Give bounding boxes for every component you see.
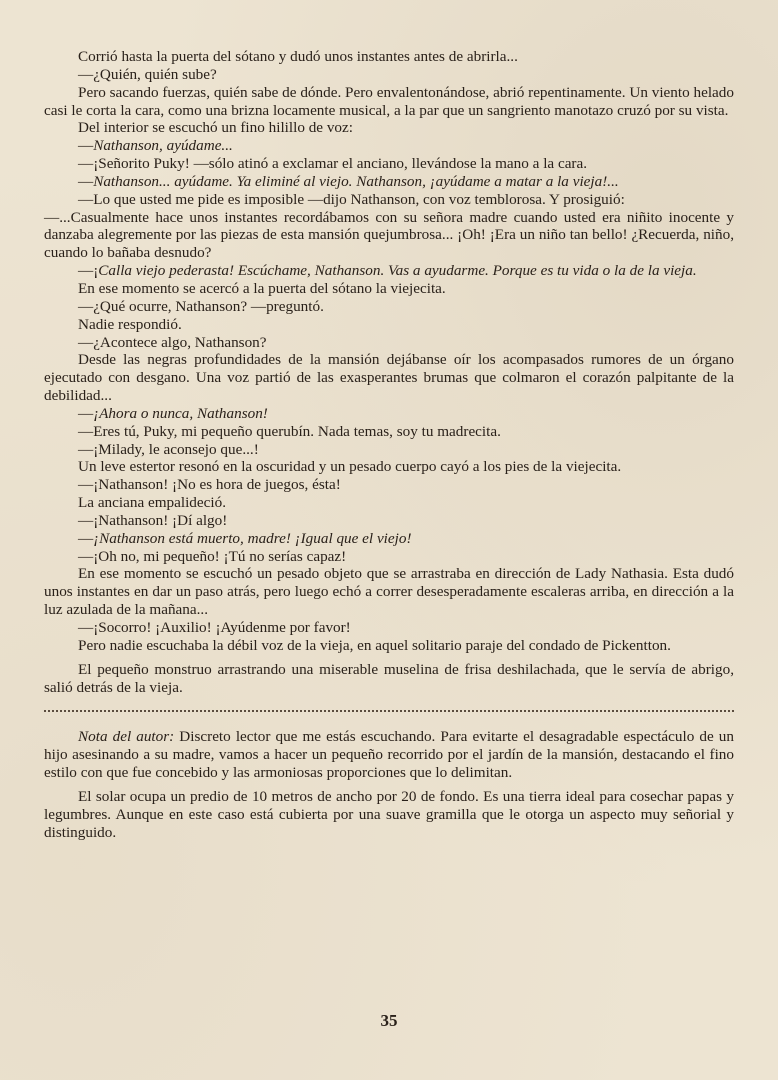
paragraph [44,661,734,697]
text-run: —¿Qué ocurre, Nathanson? —preguntó. [78,297,324,315]
text-run: Pero sacando fuerzas, quién sabe de dónde. Pero envalentonándose, abrió repentinamente. Un viento helado casi le corta la cara, como una brizna locamente musical, a la par que un sangriento manotazo cruzó por su vista. [44,83,734,119]
text-run: — [78,404,94,422]
page-number: 35 [380,1011,398,1030]
paragraph [44,565,734,619]
text-run: Un leve estertor resonó en la oscuridad y un pesado cuerpo cayó a los pies de la viejecita. [78,458,622,476]
paragraph [44,137,734,155]
paragraph [44,191,734,209]
paragraph [44,494,734,512]
story-text [44,48,734,696]
paragraph [44,209,734,263]
text-run: Corrió hasta la puerta del sótano y dudó unos instantes antes de abrirla... [78,48,518,65]
paragraph [44,262,734,280]
italic-text: Nathanson... ayúdame. Ya eliminé al viejo. Nathanson, ¡ayúdame a matar a la vieja!... [93,172,619,190]
text-run: El solar ocupa un predio de 10 metros de ancho por 20 de fondo. Es una tierra ideal para cosechar papas y legumbres. Aunque en este caso está cubierta por una suave gramilla que le otorga un aspecto muy señorial y distinguido. [44,787,734,841]
text-run: —¡Oh no, mi pequeño! ¡Tú no serías capaz! [78,547,347,565]
paragraph [44,173,734,191]
text-run: —...Casualmente hace unos instantes recordábamos con su señora madre cuando usted era niñito inocente y danzaba alegremente por las piezas de esta mansión quejumbrosa... ¡Oh! ¡Era un niño tan bello! ¿Recuerda, niño, cuando lo bañaba desnudo? [44,208,734,262]
text-run: La anciana empalideció. [78,494,226,512]
italic-text: Nathanson, ayúdame... [93,137,233,155]
text-run: —¡Milady, le aconsejo que...! [78,440,259,458]
text-run: —¡Nathanson! ¡No es hora de juegos, ésta! [78,476,341,494]
paragraph [44,637,734,655]
text-run: — [78,172,94,190]
text-run: —¡Señorito Puky! —sólo atinó a exclamar el anciano, llevándose la mano a la cara. [78,155,588,173]
text-run: —¡ [78,262,99,280]
paragraph [44,405,734,423]
paragraph [44,728,734,782]
text-run: — [78,529,94,547]
text-run: En ese momento se escuchó un pesado objeto que se arrastraba en dirección de Lady Nathasia. Esta dudó unos instantes en dar un paso atrás, pero luego echó a correr desesperadamente escaleras arriba, en dirección a la luz azulada de la mañana... [44,565,734,619]
paragraph [44,351,734,405]
text-run: Del interior se escuchó un fino hilillo de voz: [78,119,353,137]
paragraph [44,476,734,494]
paragraph [44,280,734,298]
text-run: —Eres tú, Puky, mi pequeño querubín. Nada temas, soy tu madrecita. [78,422,501,440]
text-run: En ese momento se acercó a la puerta del sótano la viejecita. [78,279,446,297]
italic-text: Calla viejo pederasta! Escúchame, Nathanson. Vas a ayudarme. Porque es tu vida o la de la vieja. [98,262,697,280]
text-run: Pero nadie escuchaba la débil voz de la vieja, en aquel solitario paraje del condado de Pickentton. [78,636,671,654]
paragraph [44,119,734,137]
text-run: —¿Quién, quién sube? [78,65,217,83]
text-run: —¡Nathanson! ¡Dí algo! [78,511,228,529]
text-run: —¡Socorro! ¡Auxilio! ¡Ayúdenme por favor! [78,619,351,636]
paragraph [44,48,734,66]
paragraph [44,155,734,173]
italic-text: ¡Nathanson está muerto, madre! ¡Igual que el viejo! [93,529,412,547]
paragraph [44,298,734,316]
text-run: Desde las negras profundidades de la mansión dejábanse oír los acompasados rumores de un órgano ejecutado con desgano. Una voz partió de las exasperantes brumas que colmaron el corazón palpitante de la debilidad... [44,351,734,405]
paragraph [44,548,734,566]
text-run: —¿Acontece algo, Nathanson? [78,333,267,351]
italic-text: ¡Ahora o nunca, Nathanson! [93,404,268,422]
text-run: — [78,137,94,155]
paragraph [44,66,734,84]
paragraph [44,84,734,120]
author-note [44,728,734,841]
paragraph [44,788,734,842]
text-run: El pequeño monstruo arrastrando una miserable muselina de frisa deshilachada, que le servía de abrigo, salió detrás de la vieja. [44,660,734,696]
page-body [44,48,734,841]
text-run: —Lo que usted me pide es imposible —dijo Nathanson, con voz temblorosa. Y prosiguió: [78,190,625,208]
italic-text: Nota del autor: [78,728,175,746]
text-run: Nadie respondió. [78,315,182,333]
paragraph [44,441,734,459]
text-run: Discreto lector que me estás escuchando. Para evitarte el desagradable espectáculo de un hijo asesinando a su madre, vamos a hacer un pequeño recorrido por el jardín de la mansión, destacando el fino estilo con que fue concebido y las armoniosas proporciones que lo delimitan. [44,728,734,782]
paragraph [44,530,734,548]
section-separator [44,710,734,712]
paragraph [44,512,734,530]
paragraph [44,316,734,334]
paragraph [44,458,734,476]
paragraph [44,423,734,441]
paragraph [44,334,734,352]
paragraph [44,619,734,637]
